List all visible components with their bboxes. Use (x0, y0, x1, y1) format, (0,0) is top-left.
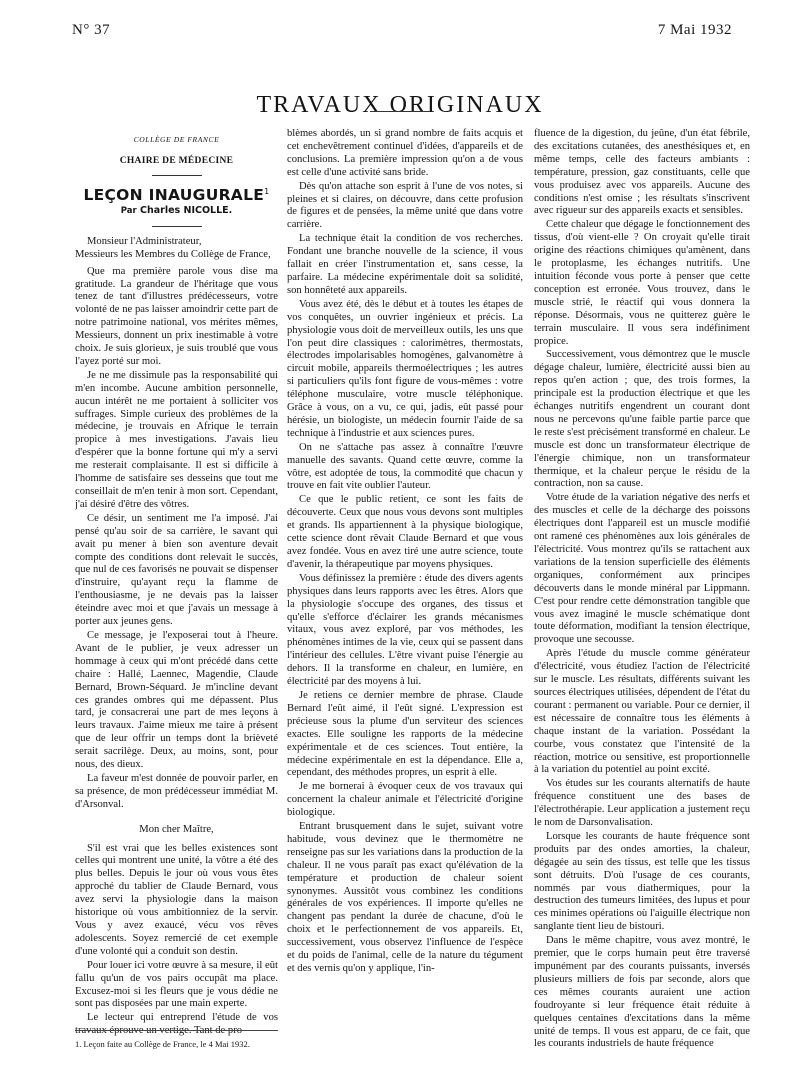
paragraph: Ce message, je l'exposerai tout à l'heure. Avant de le publier, je veux adresser un hommage à ceux qui m'ont précédé dans cette chaire : Hallé, Laennec, Magendie, Claude Bernard, Brown-Séquard. Je m'incline devant ces grandes ombres qui me dépassent. Plus tard, je consacrerai une part de mes leçons à leurs travaux. J'aime mieux me taire à présent que de leur offrir un temps dont la brièveté serait sacrilège. Deux, au moins, sont, pour nous, des dieux. (75, 629, 278, 771)
paragraph: S'il est vrai que les belles existences sont celles qui montrent une unité, la vôtre a été des plus belles. Depuis le jour où vous vous êtes approché du tablier de Claude Bernard, vous avez servi la physiologie dans la maison historique où vous ambitionniez de la servir. Vous y avez exaucé, vécu vos rêves adolescents. Soyez remercié de cet exemple d'une volonté qui a conduit son destin. (75, 842, 278, 957)
paragraph: Je me bornerai à évoquer ceux de vos travaux qui concernent la chaleur animale et l'électricité d'origine biologique. (287, 781, 523, 819)
institution: COLLÈGE DE FRANCE (133, 135, 220, 144)
footnote-marker: 1 (264, 186, 270, 196)
paragraph: Entrant brusquement dans le sujet, suivant votre habitude, vous devinez que le thermomètre ne renseigne pas sur les variations dans la production de la chaleur. Il ne vous paraît pas exact qu'élévation de la température et production de chaleur soient synonymes. Aussitôt vous combinez les conditions générales de vos expériences. Il importe qu'elles ne changent pas pendant la durée de chacune, d'où le choix et le perfectionnement de vos appareils. Et, successivement, vous observez l'influence de l'espèce et du poids de l'animal, celle de la nature du tégument et des vernis qu'on y applique, l'in- (287, 821, 523, 974)
paragraph: Cette chaleur que dégage le fonctionnement des tissus, d'où vient-elle ? On croyait qu'elle tirait origine des réactions chimiques qu'amènent, dans le protoplasme, les échanges nutritifs. Une intuition féconde vous porte à penser que cette conception est erronée. Vous trouvez, dans le muscle strié, le réactif qui vous donnera la réponse. Désormais, vous ne quitterez guère le terrain musculaire. Il vous sera indéfiniment propice. (534, 219, 750, 347)
paragraph: Pour louer ici votre œuvre à sa mesure, il eût fallu qu'un de vos pairs occupât ma place. Excusez-moi si les fleurs que je vous dédie ne sont pas disposées par une main experte. (75, 959, 278, 1010)
paragraph: La faveur m'est donnée de pouvoir parler, en sa présence, de mon prédécesseur immédiat M. d'Arsonval. (75, 772, 278, 810)
paragraph: Je ne me dissimule pas la responsabilité qui m'en incombe. Aucune ambition personnelle, aucun intérêt ne me portaient à solliciter vos suffrages. Simple curieux des problèmes de la médecine, je trouvais en Afrique le terrain propice à mes investigations. J'avais lieu d'espérer que la bonne fortune qui m'y a servi me resterait complaisante. Il est si difficile à l'homme de satisfaire ses desseins que tout me conseillait de m'en tenir à mon sort. Cependant, j'ai désiré d'être des vôtres. (75, 369, 278, 510)
column-1-paragraphs-continued (75, 843, 278, 1039)
chair-name: CHAIRE DE MÉDECINE (119, 155, 234, 166)
lesson-title (75, 186, 278, 202)
column-3 (534, 128, 750, 1068)
paragraph: Vous définissez la première : étude des divers agents physiques dans leurs rapports avec les êtres. Alors que la physiologie s'occupe des organes, des tissus et qu'elle s'efforce d'éclairer les grands mécanismes vitaux, vous avez exploré, par vos méthodes, les phénomènes intimes de la vie, ceux qui se passent dans l'intérieur des cellules. L'être vivant puise l'énergie au dehors. Il la transforme en chaleur, en lumière, en électricité par des moyens à lui. (287, 572, 523, 688)
issue-date: 7 Mai 1932 (657, 22, 732, 38)
paragraph: Lorsque les courants de haute fréquence sont produits par des ondes amorties, la chaleur, dégagée au sein des tissus, est telle que les tissus sont détruits. D'où l'usage de ces courants, nommés par vous diathermiques, pour la destruction des tumeurs limitées, des lupus et pour ces minimes opérations où l'aiguille électrique non sanglante tient lieu de bistouri. (534, 830, 750, 933)
paragraph: Vos études sur les courants alternatifs de haute fréquence constituent une des bases de l'électrothérapie. Leur application a justement reçu le nom de Darsonvalisation. (534, 778, 750, 829)
title-rule (370, 111, 430, 112)
column-2 (287, 128, 523, 1068)
paragraph: Je retiens ce dernier membre de phrase. Claude Bernard l'eût aimé, il l'eût signé. L'expression est précieuse sous la plume d'un serviteur des sciences exactes. Elle souligne les rapports de la médecine expérimentale et de ces sciences. Tout entière, la médecine expérimentale en est la dépendance. Elle a, cependant, des méthodes propres, un esprit à elle. (287, 689, 523, 779)
paragraph: Vous avez été, dès le début et à toutes les étapes de vos conquêtes, un ouvrier ingénieux et précis. La physiologie vous doit de merveilleux outils, les uns que l'on peut dire classiques : calorimètres, thermostats, électrodes impolarisables homogènes, galvanomètre à circuit mobile, appareils thermoélectriques ; les autres si particuliers qu'ils font figure de vous-mêmes : votre téléphone musculaire, votre muscle téléphonique. Grâce à vous, on a vu, ce qui, jadis, eût passé pour hérésie, un biologiste, un médecin fournir l'aide de sa technique à l'industrie et aux sciences pures. (287, 298, 523, 439)
paragraph: Ce que le public retient, ce sont les faits de découverte. Ceux que nous vous devons sont multiples et grands. Ils appartiennent à la physique biologique, cette science dont rêvait Claude Bernard et que vous avez fondée. Vous en avez tiré une autre science, toute d'avenir, la thérapeutique par moyens physiques. (287, 494, 523, 570)
paragraph: La technique était la condition de vos recherches. Fondant une branche nouvelle de la science, il vous fallait en créer l'instrumentation et, sans cesse, la parfaire. La médecine expérimentale doit sa solidité, son honnêteté aux appareils. (287, 233, 523, 296)
paragraph: Après l'étude du muscle comme générateur d'électricité, vous étudiez l'action de l'électricité sur le muscle. Les résultats, différents suivant les sources électriques utilisées, dépendent de l'état du courant : permanent ou variable. Pour ce dernier, il est nécessaire de connaître tous les éléments à chaque instant de la variation. Possédant la courbe, vous constatez que l'intensité de la réaction, motrice ou sensitive, est proportionnelle à la variation du potentiel au point excité. (534, 648, 750, 776)
author-prefix: Par (120, 205, 137, 216)
author-line (75, 205, 278, 218)
column-1 (75, 128, 278, 1063)
salutation-2: Mon cher Maître, (139, 823, 214, 835)
paragraph: Le lecteur qui entreprend l'étude de vos travaux éprouve un vertige. Tant de pro- (75, 1012, 278, 1037)
paragraph: Dès qu'on attache son esprit à l'une de vos notes, si pleines et si claires, on découvre, dans cette profusion de figures et de pensées, la même unité que dans votre carrière. (287, 180, 523, 231)
paragraph: Votre étude de la variation négative des nerfs et des muscles et celle de la décharge des poissons électriques dont l'appareil est un muscle modifié ont ramené ces phénomènes aux lois générales de l'électricité. Vous montrez qu'ils se rattachent aux variations de la tension superficielle des éléments organiques, conformément aux principes découverts dans le monde minéral par Lippmann. C'est pour rendre cette démonstration tangible que vous avez imaginé le muscle schématique dont toute déformation, modifiant la tension électrique, provoque une secousse. (534, 492, 750, 646)
author-name: Charles NICOLLE. (140, 204, 233, 216)
footnote-rule (75, 1030, 278, 1031)
paragraph: fluence de la digestion, du jeûne, d'un état fébrile, des excitations cutanées, des anesthésiques et, en même temps, celle des facteurs ambiants : température, pression, gaz constituants, celle que vous produisez avec vos appareils. Aucune des conditions n'est omise ; les résultats s'inscrivent avec rigueur sur des appareils exacts et sensibles. (534, 128, 750, 217)
author-rule (152, 226, 202, 227)
paragraph: On ne s'attache pas assez à connaître l'œuvre manuelle des savants. Quand cette œuvre, comme la vôtre, est adoptée de tous, la commodité que chacun y trouve en fait vite oublier l'auteur. (287, 441, 523, 492)
salutation: Monsieur l'Administrateur, Messieurs les Membres du Collège de France, (75, 235, 271, 260)
paragraph: Que ma première parole vous dise ma gratitude. La grandeur de l'héritage que vous tenez de tant d'illustres prédécesseurs, votre volonté de ne pas laisser amoindrir cette part de notre patrimoine national, vos mérites mêmes, Messieurs, donnent un prix inestimable à votre choix. Je suis glorieux, je suis troublé que vous l'ayez porté sur moi. (75, 265, 278, 367)
lesson-title-text: LEÇON INAUGURALE (83, 185, 265, 204)
paragraph: Successivement, vous démontrez que le muscle dégage chaleur, lumière, électricité aussi bien au repos qu'en action ; que, des trois formes, la principale est la production électrique et que les échanges nutritifs engendrent un courant dont nous ne percevons qu'une faible partie parce que le reste s'est précisément transformé en chaleur. Le muscle est donc un transformateur électrique de l'énergie chimique, non un transformateur thermique, et la chaleur perçue le résidu de la contraction, non sa cause. (534, 349, 750, 490)
section-title: TRAVAUX ORIGINAUX (256, 92, 544, 119)
column-1-paragraphs (75, 266, 278, 812)
paragraph: Ce désir, un sentiment me l'a imposé. J'ai pensé qu'au soir de sa carrière, le savant qui avait pu mener à bien son aventure devait compte des conditions dont relevait le succès, que nul de ces favorisés ne pouvait se dispenser d'instruire, qu'ayant reçu la flamme de l'enthousiasme, je ne devais pas la laisser éteindre avec moi et que j'avais un message à porter aux jeunes gens. (75, 512, 278, 628)
chair-rule (152, 175, 202, 176)
footnote: 1. Leçon faite au Collège de France, le 4 Mai 1932. (75, 1039, 250, 1049)
paragraph: blèmes abordés, un si grand nombre de faits acquis et cet enchevêtrement continuel d'idées, d'appareils et de conclusions. La première impression qu'on a de vous est celle d'une activité sans bride. (287, 128, 523, 178)
paragraph: Dans le même chapitre, vous avez montré, le premier, que le corps humain peut être traversé impunément par des courants puissants, inversés plusieurs milliers de fois par seconde, alors que ces mêmes courants auraient une action foudroyante si leur fréquence était réduite à quelques centaines d'excitations dans la même unité de temps. Il vous est apparu, de ce fait, que les courants industriels de haute fréquence (534, 935, 750, 1050)
issue-number: N° 37 (72, 22, 111, 38)
